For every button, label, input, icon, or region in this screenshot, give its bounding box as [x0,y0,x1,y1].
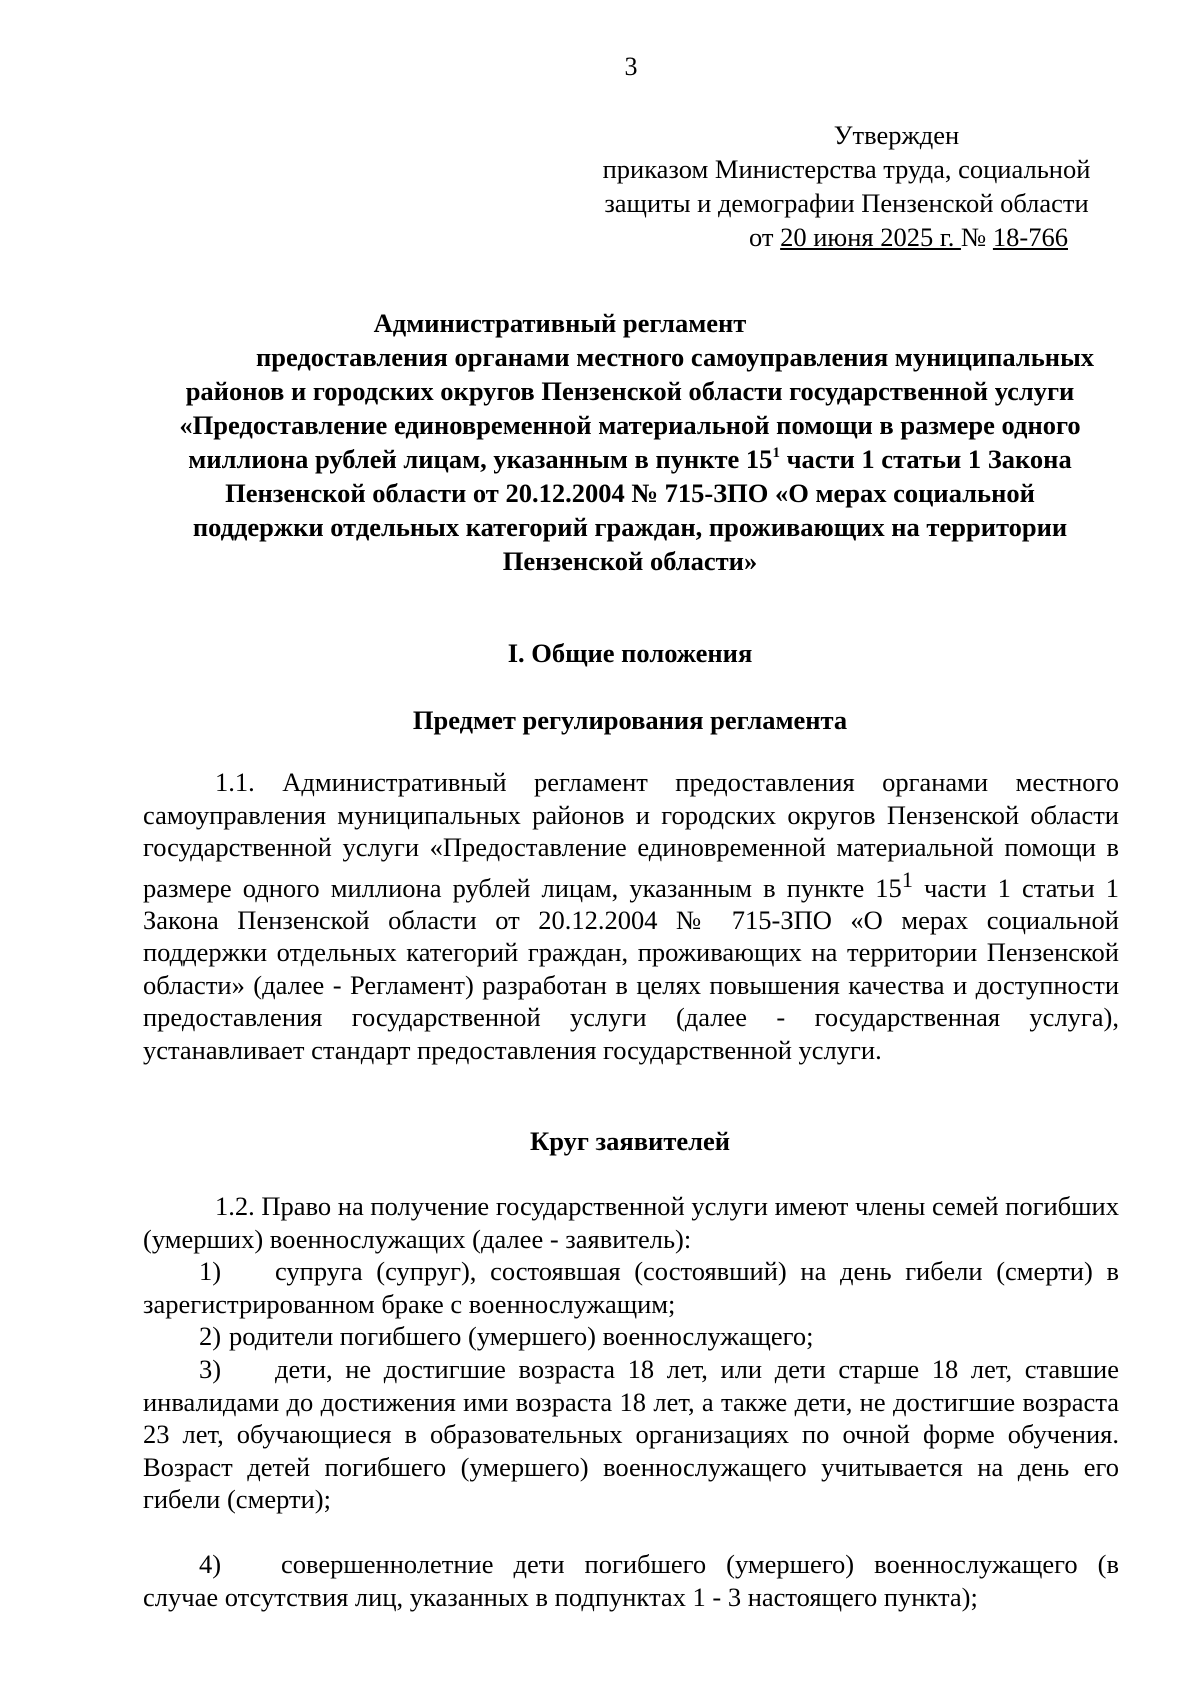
list-item-number: 3) [199,1354,222,1384]
list-item-number: 1) [199,1256,222,1286]
list-item [143,1320,1119,1353]
subsection-heading: Круг заявителей [529,1126,730,1156]
list-item-text: совершеннолетние дети погибшего (умершего) военнослужащего (в случае отсутствия лиц, указанных в подпунктах 1 - 3 настоящего пункта); [143,1549,1119,1612]
list-item [143,1353,1119,1516]
paragraph-1-1 [143,766,1119,1066]
subsection-heading: Предмет регулирования регламента [412,705,848,735]
title-line [140,442,1120,476]
list-item-text: супруга (супруг), состоявшая (состоявший) на день гибели (смерти) в зарегистрированном браке с военнослужащим; [143,1256,1119,1319]
document-title [140,306,1120,578]
title-line: «Предоставление единовременной материальной помощи в размере одного [179,410,1081,440]
approval-line: приказом Министерства труда, социальной [602,154,1091,184]
section-heading: I. Общие положения [507,638,753,668]
list-item-text: родители погибшего (умершего) военнослужащего; [229,1321,814,1351]
superscript: 1 [772,445,780,461]
title-line: Административный регламент [373,308,747,338]
title-text: части 1 статьи 1 Закона [779,444,1072,474]
title-line: поддержки отдельных категорий граждан, проживающих на территории [192,512,1068,542]
title-line: Пензенской области от 20.12.2004 № 715-ЗПО «О мерах социальной [225,478,1035,508]
paragraph-text: части 1 статьи 1 Закона Пензенской области от 20.12.2004 № 715-ЗПО «О мерах социальной поддержки отдельных категорий граждан, проживающих на территории Пензенской области» (далее - Регламент) разработан в целях повышения качества и доступности предоставления государственной услуги (далее - государственная услуга), устанавливает стандарт предоставления государственной услуги. [143,872,1119,1065]
list-item [143,1255,1119,1320]
approval-number: 18-766 [992,222,1068,252]
superscript: 1 [901,866,913,892]
approval-line: защиты и демографии Пензенской области [604,188,1089,218]
list-item-number: 2) [199,1321,222,1351]
list-item [143,1548,1119,1613]
list-item-number: 4) [199,1549,222,1579]
title-line: районов и городских округов Пензенской области государственной услуги [185,376,1075,406]
title-text: миллиона рублей лицам, указанным в пункте 15 [188,444,773,474]
date-prefix: от [749,222,781,252]
paragraph-text: 1.1. Административный регламент предоставления органами местного самоуправления муниципальных районов и городских округов Пензенской области государственной услуги «Предоставление единовременной материальной помощи в размере одного миллиона рублей лицам, указанным в пункте 15 [143,767,1119,903]
approval-line: Утвержден [833,120,960,150]
page-number: 3 [624,52,638,81]
approval-stamp [580,118,1113,254]
title-line: Пензенской области» [502,546,758,576]
paragraph-1-2: 1.2. Право на получение государственной услуги имеют члены семей погибших (умерших) военнослужащих (далее - заявитель): [143,1191,1119,1254]
list-item-text: дети, не достигшие возраста 18 лет, или дети старше 18 лет, ставшие инвалидами до достижения ими возраста 18 лет, а также дети, не достигшие возраста 23 лет, обучающиеся в образовательных организациях по очной форме обучения. Возраст детей погибшего (умершего) военнослужащего учитывается на день его гибели (смерти); [143,1354,1119,1514]
approval-date-line [580,220,1113,254]
number-sign: № [960,222,993,252]
approval-date: 20 июня 2025 г. [780,222,961,252]
title-line: предоставления органами местного самоуправления муниципальных [255,342,1095,372]
